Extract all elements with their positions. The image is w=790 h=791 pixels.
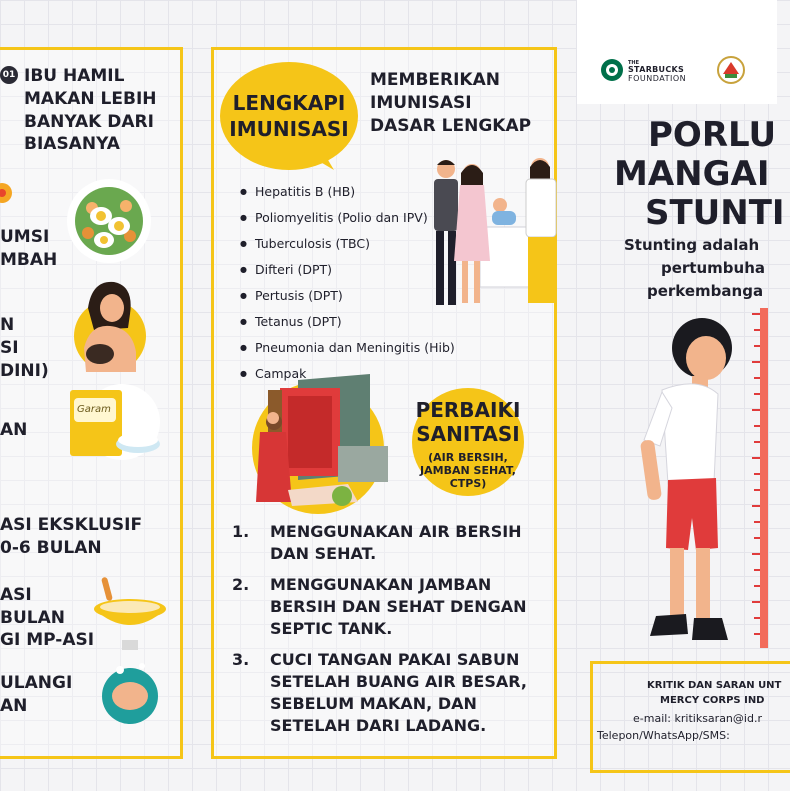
logo-name: STARBUCKS	[628, 65, 685, 74]
vaccine-list	[240, 180, 455, 388]
sanitation-bubble-sub-1: (AIR BERSIH,	[428, 451, 508, 464]
step1-line4: BIASANYA	[24, 134, 120, 154]
step-number: 2.	[232, 575, 250, 594]
step1-line3: BANYAK DARI	[24, 112, 154, 132]
contact-line2: MERCY CORPS IND	[660, 695, 765, 706]
right-subtitle-1: Stunting adalah	[624, 236, 760, 254]
vaccine-item: ● Pneumonia dan Meningitis (Hib)	[240, 336, 455, 362]
sanitation-bubble-sub-3: CTPS)	[449, 477, 487, 490]
bubble-tail-1	[300, 150, 334, 172]
item2-line1: UMSI	[0, 227, 50, 247]
step-text: CUCI TANGAN PAKAI SABUN SETELAH BUANG AIR BESAR, SEBELUM MAKAN, DAN SETELAH DARI LADANG.	[270, 650, 527, 735]
salt-label: Garam	[77, 404, 111, 415]
food-partial-icon	[0, 178, 14, 208]
handwashing-icon	[98, 636, 162, 726]
step1-line1: IBU HAMIL	[24, 66, 125, 86]
item6-line3: GI MP-ASI	[0, 630, 95, 650]
vaccine-item: ● Difteri (DPT)	[240, 258, 455, 284]
immunization-heading-2: IMUNISASI	[370, 93, 472, 113]
item3-line2: SI	[0, 338, 19, 358]
vaccine-item: ● Pertusis (DPT)	[240, 284, 455, 310]
step-number: 3.	[232, 650, 250, 669]
vaccine-item: ● Tetanus (DPT)	[240, 310, 455, 336]
salt-icon	[60, 382, 160, 464]
sanitation-bubble-title-2: SANITASI	[416, 422, 520, 446]
contact-box	[590, 661, 790, 773]
sanitation-step	[232, 521, 552, 565]
starbucks-logo-icon	[600, 58, 624, 82]
item6-line2: BULAN	[0, 608, 65, 628]
immunization-bubble-title-1: LENGKAPI	[232, 91, 346, 115]
sanitation-step	[232, 574, 552, 640]
stunted-boy-illustration	[610, 312, 736, 650]
right-title-line3: STUNTI	[645, 193, 785, 233]
step-text: MENGGUNAKAN JAMBAN BERSIH DAN SEHAT DENGAN SEPTIC TANK.	[270, 575, 527, 638]
step-number: 1.	[232, 522, 250, 541]
logo-bar	[577, 0, 777, 104]
contact-email[interactable]: e-mail: kritiksaran@id.r	[633, 712, 762, 725]
right-subtitle-3: perkembanga	[647, 282, 764, 300]
item3-line1: N	[0, 315, 15, 335]
step1-line2: MAKAN LEBIH	[24, 89, 157, 109]
immunization-bubble-title-2: IMUNISASI	[229, 117, 349, 141]
porridge-bowl-icon	[90, 575, 170, 631]
immunization-heading-3: DASAR LENGKAP	[370, 116, 532, 136]
logo-the: THE	[628, 60, 640, 66]
right-title-line2: MANGAI	[614, 154, 770, 194]
sanitation-bubble-title-1: PERBAIKI	[415, 398, 521, 422]
vaccine-item: ● Poliomyelitis (Polio dan IPV)	[240, 206, 455, 232]
step-number-badge: 01	[0, 66, 18, 84]
height-ruler	[748, 308, 768, 648]
vaccine-item: ● Campak	[240, 362, 455, 388]
right-title-line1: PORLU	[648, 115, 777, 155]
item6-line1: ASI	[0, 585, 32, 605]
latrine-illustration	[258, 372, 394, 510]
right-subtitle-2: pertumbuha	[661, 259, 766, 277]
item4-line1: AN	[0, 420, 28, 440]
logo-sub: FOUNDATION	[628, 74, 687, 83]
sanitation-step	[232, 649, 552, 737]
sanitation-steps	[232, 521, 552, 746]
breastfeeding-mother-icon	[70, 278, 146, 376]
vaccine-item: ● Tuberculosis (TBC)	[240, 232, 455, 258]
immunization-heading-1: MEMBERIKAN	[370, 70, 500, 90]
item2-line2: MBAH	[0, 250, 58, 270]
item5-line2: 0-6 BULAN	[0, 538, 102, 558]
sanitation-bubble-sub-2: JAMBAN SEHAT,	[420, 464, 516, 477]
item3-line3: DINI)	[0, 361, 49, 381]
item7-line1: ULANGI	[0, 673, 73, 693]
step-text: MENGGUNAKAN AIR BERSIH DAN SEHAT.	[270, 522, 522, 563]
item7-line2: AN	[0, 696, 28, 716]
item5-line1: ASI EKSKLUSIF	[0, 515, 143, 535]
family-clinic-illustration	[428, 155, 560, 311]
government-emblem-icon	[716, 56, 746, 84]
contact-phone[interactable]: Telepon/WhatsApp/SMS:	[597, 729, 730, 742]
food-plate-icon	[64, 178, 154, 264]
contact-line1: KRITIK DAN SARAN UNT	[647, 680, 782, 691]
vaccine-item: ● Hepatitis B (HB)	[240, 180, 455, 206]
